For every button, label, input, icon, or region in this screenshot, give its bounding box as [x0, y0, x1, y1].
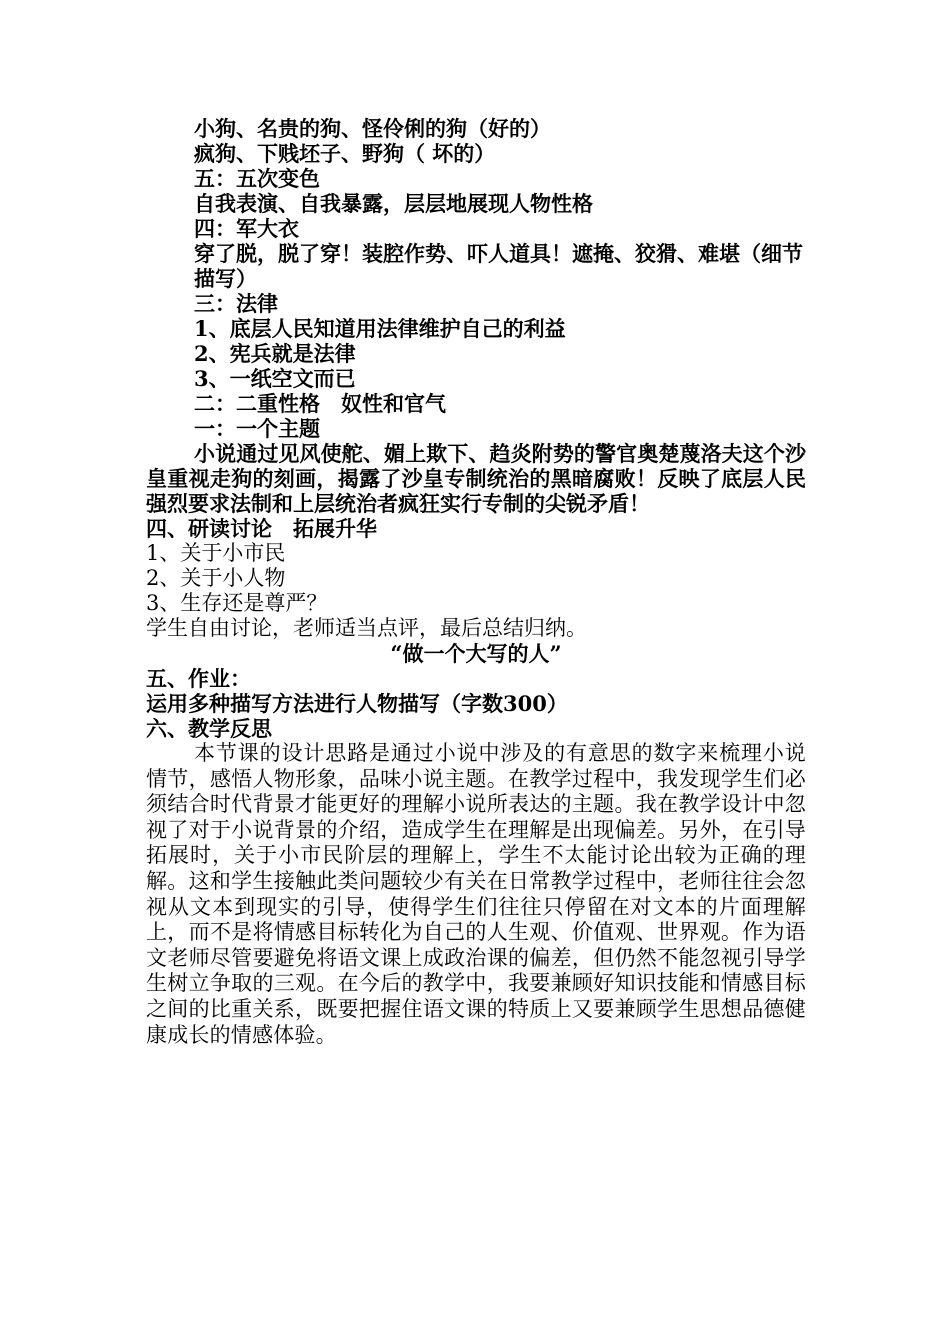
section-three-title: 三：法律: [194, 291, 278, 316]
discussion-note: 学生自由讨论，老师适当点评，最后总结归纳。: [146, 616, 587, 640]
theme-paragraph: 小说通过见风使舵、媚上欺下、趋炎附势的警官奥楚蔑洛夫这个沙皇重视走狗的刻画，揭露了沙皇专制统治的黑暗腐败！反映了底层人民强烈要求法制和上层统治者疯狂实行专制的尖锐矛盾！: [146, 441, 806, 516]
law-item-3: 3、一纸空文而已: [194, 366, 356, 391]
homework-heading: 五、作业：: [146, 666, 251, 691]
homework-task: 运用多种描写方法进行人物描写（字数300）: [146, 691, 568, 716]
dogs-bad-line: 疯狗、下贱坯子、野狗（ 坏的）: [194, 141, 496, 166]
document-page: [146, 116, 806, 1048]
section-two-title: 二：二重性格 奴性和官气: [194, 391, 446, 416]
discussion-item-3: 3、生存还是尊严？: [146, 591, 328, 615]
section-four-title: 四：军大衣: [194, 216, 299, 241]
section-five-title: 五：五次变色: [194, 166, 320, 191]
section-four-desc: 穿了脱，脱了穿！装腔作势、吓人道具！遮掩、狡猾、难堪（细节描写）: [194, 241, 803, 291]
law-item-2: 2、宪兵就是法律: [194, 341, 356, 366]
discussion-item-1: 1、关于小市民: [146, 541, 286, 565]
law-item-1: 1、底层人民知道用法律维护自己的利益: [194, 316, 566, 341]
discussion-heading: 四、研读讨论 拓展升华: [146, 516, 377, 541]
slogan: “做一个大写的人”: [390, 641, 562, 666]
section-one-title: 一：一个主题: [194, 416, 320, 441]
discussion-item-2: 2、关于小人物: [146, 566, 286, 590]
reflection-paragraph: 本节课的设计思路是通过小说中涉及的有意思的数字来梳理小说情节，感悟人物形象，品味小说主题。在教学过程中，我发现学生们必须结合时代背景才能更好的理解小说所表达的主题。我在教学设计中忽视了对于小说背景的介绍，造成学生在理解是出现偏差。另外，在引导拓展时，关于小市民阶层的理解上，学生不太能讨论出较为正确的理解。这和学生接触此类问题较少有关在日常教学过程中，老师往往会忽视从文本到现实的引导，使得学生们往往只停留在对文本的片面理解上，而不是将情感目标转化为自己的人生观、价值观、世界观。作为语文老师尽管要避免将语文课上成政治课的偏差，但仍然不能忽视引导学生树立争取的三观。在今后的教学中，我要兼顾好知识技能和情感目标之间的比重关系，既要把握住语文课的特质上又要兼顾学生思想品德健康成长的情感体验。: [146, 741, 806, 1047]
section-five-desc: 自我表演、自我暴露，层层地展现人物性格: [194, 191, 593, 216]
reflection-heading: 六、教学反思: [146, 716, 272, 741]
dogs-good-line: 小狗、名贵的狗、怪伶俐的狗（好的）: [194, 116, 551, 141]
